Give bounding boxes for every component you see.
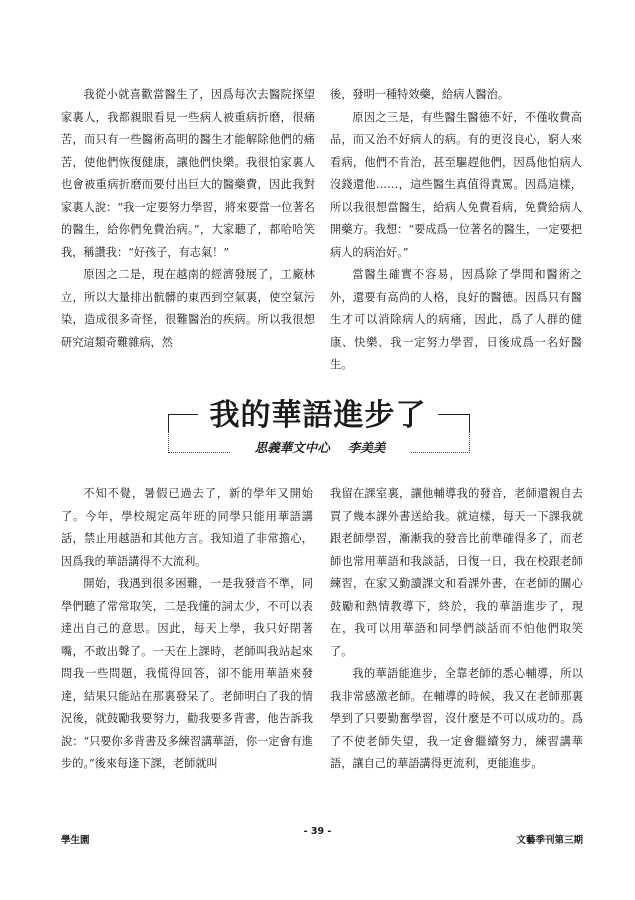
byline bbox=[230, 439, 410, 457]
top-article-right-column bbox=[330, 84, 582, 377]
paragraph: 不知不覺，暑假已過去了，新的學年又開始了。今年，學校規定高年班的同學只能用華語講話，禁止用越語和其他方言。我知道了非常擔心，因爲我的華語講得不大流利。 bbox=[61, 487, 313, 568]
page-number: - 39 - bbox=[303, 826, 332, 837]
paragraph: 原因之三是，有些醫生醫德不好，不僅收費高品，而又治不好病人的病。有的更沒良心，窮人來看病，他們不肯治，甚至驅趕他們，因爲他怕病人沒錢還他……，這些醫生真值得責罵。因爲這樣，所以我很想當醫生，給病人免費看病，免費給病人開藥方。我想：“要成爲一位著名的醫生，一定要把病人的病治好。” bbox=[330, 110, 582, 259]
paragraph: 原因之二是，現在越南的經濟發展了，工廠林立，所以大量排出骯髒的東西到空氣裏，使空氣污染，造成很多奇怪，很難醫治的疾病。所以我很想研究這類奇難雜病，然 bbox=[61, 268, 315, 349]
paragraph-continuation: 我留在課室裏，讓他輔導我的發音，老師還親自去買了幾本課外書送給我。就這樣，每天一下課我就跟老師學習，漸漸我的發音比前準確得多了，而老師也常用華語和我談話，日復一日，我在校跟老師練習，在家又勤讀課文和看課外書，在老師的關心鼓勵和熱情教導下，終於，我的華語進步了，現在，我可以用華語和同學們談話而不怕他們取笑了。 bbox=[330, 487, 583, 658]
bottom-article-right-column bbox=[330, 483, 583, 776]
byline-organization: 思義華文中心 bbox=[254, 440, 330, 455]
byline-author: 李美美 bbox=[347, 440, 386, 455]
paragraph: 我從小就喜歡當醫生了，因爲每次去醫院探望家裏人，我都親眼看見一些病人被重病折磨，很痛苦，而只有一些醫術高明的醫生才能解除他們的痛苦，使他們恢復健康，讓他們快樂。我很怕家裏人也會被重病折磨而要付出巨大的醫藥費，因此我對家裏人說：“我一定要努力學習，將來要當一位著名的醫生，給你們免費治病。”，大家聽了，都哈哈笑我，稱讚我：“好孩子，有志氣！” bbox=[61, 88, 315, 259]
footer-publication: 文藝季刊第三期 bbox=[516, 835, 583, 846]
paragraph: 我的華語能進步，全靠老師的悉心輔導，所以我非常感激老師。在輔導的時候，我又在老師那裏學到了只要勤奮學習，沒什麼是不可以成功的。爲了不使老師失望，我一定會繼續努力，練習講華語，讓自己的華語講得更流利，更能進步。 bbox=[330, 667, 583, 770]
footer-section-name: 學生園 bbox=[61, 835, 90, 846]
paragraph-continuation: 後，發明一種特效藥，給病人醫治。 bbox=[330, 88, 510, 101]
paragraph: 當醫生確實不容易，因爲除了學問和醫術之外，還要有高尚的人格，良好的醫德。因爲只有醫生才可以消除病人的病痛，因此，爲了人群的健康、快樂、我一定努力學習，日後成爲一名好醫生。 bbox=[330, 268, 582, 371]
paragraph: 開始，我遇到很多困難，一是我發音不準，同學們聽了常常取笑，二是我懂的詞太少，不可以表達出自己的意思。因此，每天上學，我只好閉著嘴，不敢出聲了。一天在上課時，老師叫我站起來問我一些問題，我慌得回答，卻不能用華語來發達，結果只能站在那裏發呆了。老師明白了我的情況後，就鼓勵我要努力，勸我要多背書，他告訴我說：“只要你多背書及多練習講華語，你一定會有進步的。”後來每逢下課，老師就叫 bbox=[61, 577, 313, 770]
article-heading bbox=[168, 394, 468, 462]
article-title: 我的華語進步了 bbox=[198, 396, 438, 436]
bottom-article-left-column bbox=[61, 483, 313, 776]
top-article-left-column bbox=[61, 84, 315, 354]
